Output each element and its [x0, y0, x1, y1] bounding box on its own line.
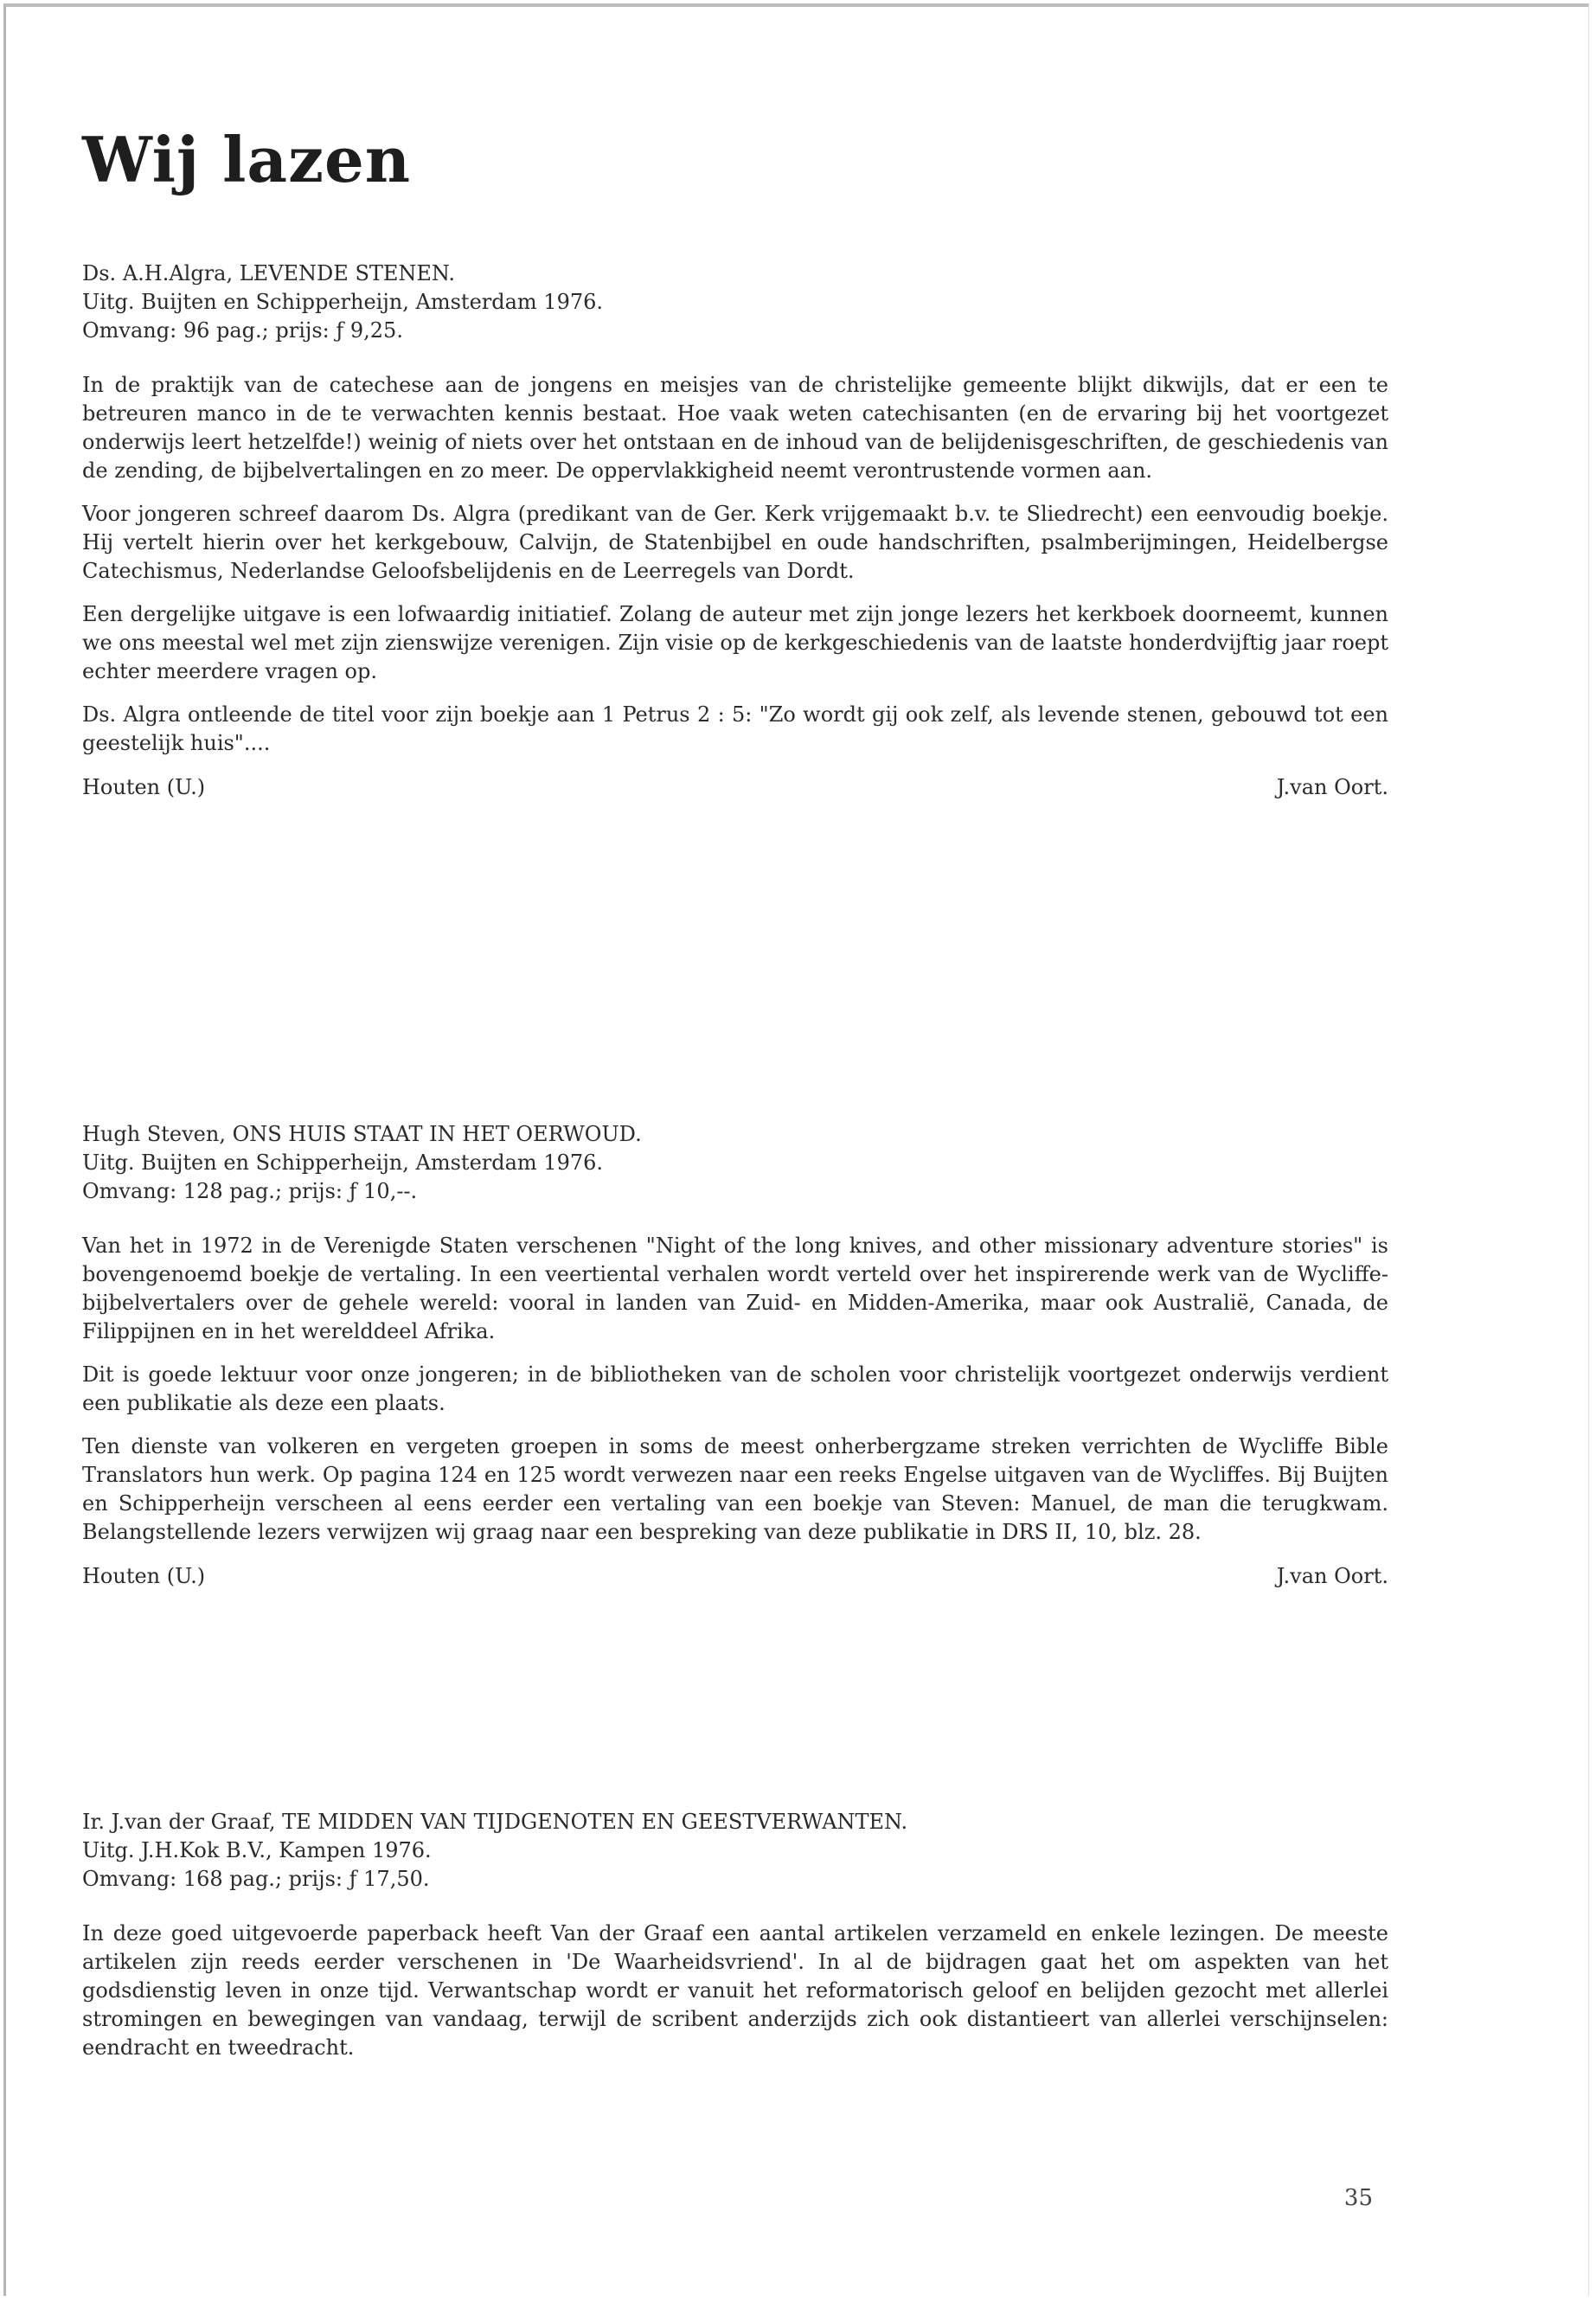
- book-author-title: Ir. J.van der Graaf, TE MIDDEN VAN TIJDGENOTEN EN GEESTVERWANTEN.: [82, 1810, 908, 1834]
- book-author-title: Hugh Steven, ONS HUIS STAAT IN HET OERWOUD.: [82, 1122, 642, 1146]
- reviewer-name: J.van Oort.: [1276, 1564, 1388, 1588]
- review-paragraph: Een dergelijke uitgave is een lofwaardig initiatief. Zolang de auteur met zijn jonge lezers het kerkboek doorneemt, kunnen we ons meestal wel met zijn zienswijze verenigen. Zijn visie op de kerkgeschiedenis van de laatste honderdvijftig jaar roept echter meerdere vragen op.: [82, 602, 1388, 683]
- book-size-price: Omvang: 128 pag.; prijs: ƒ 10,--.: [82, 1179, 418, 1203]
- reviewer-place: Houten (U.): [82, 1564, 206, 1588]
- review-te-midden-van-tijdgenoten: [82, 1808, 1388, 2077]
- reviewer-name: J.van Oort.: [1276, 775, 1388, 799]
- book-meta: [82, 260, 1388, 345]
- book-meta: [82, 1120, 1388, 1206]
- book-publisher: Uitg. Buijten en Schipperheijn, Amsterdam 1976.: [82, 290, 604, 314]
- review-paragraph: Voor jongeren schreef daarom Ds. Algra (predikant van de Ger. Kerk vrijgemaakt b.v. te Sliedrecht) een eenvoudig boekje. Hij vertelt hierin over het kerkgebouw, Calvijn, de Statenbijbel en oude handschriften, psalmberijmingen, Heidelbergse Catechismus, Nederlandse Geloofsbelijdenis en de Leerregels van Dordt.: [82, 502, 1388, 583]
- review-levende-stenen: [82, 260, 1388, 802]
- review-paragraph: Dit is goede lektuur voor onze jongeren; in de bibliotheken van de scholen voor christelijk voortgezet onderwijs verdient een publikatie als deze een plaats.: [82, 1362, 1388, 1415]
- review-paragraph: Ten dienste van volkeren en vergeten groepen in soms de meest onherbergzame streken verrichten de Wycliffe Bible Translators hun werk. Op pagina 124 en 125 wordt verwezen naar een reeks Engelse uitgaven van de Wycliffes. Bij Buijten en Schipperheijn verscheen al eens eerder een vertaling van een boekje van Steven: Manuel, de man die terugkwam. Belangstellende lezers verwijzen wij graag naar een bespreking van deze publikatie in DRS II, 10, blz. 28.: [82, 1434, 1388, 1544]
- review-signature: [82, 773, 1388, 802]
- page-number: 35: [1343, 2185, 1373, 2211]
- review-paragraph: Van het in 1972 in de Verenigde Staten verschenen "Night of the long knives, and other missionary adventure stories" is bovengenoemd boekje de vertaling. In een veertiental verhalen wordt verteld over het inspirerende werk van de Wycliffe-bijbelvertalers over de gehele wereld: vooral in landen van Zuid- en Midden-Amerika, maar ook Australië, Canada, de Filippijnen en in het werelddeel Afrika.: [82, 1234, 1388, 1343]
- review-paragraph: In de praktijk van de catechese aan de jongens en meisjes van de christelijke gemeente blijkt dikwijls, dat er een te betreuren manco in de te verwachten kennis bestaat. Hoe vaak weten catechisanten (en de ervaring bij het voortgezet onderwijs leert hetzelfde!) weinig of niets over het ontstaan en de inhoud van de belijdenisgeschriften, de geschiedenis van de zending, de bijbelvertalingen en zo meer. De oppervlakkigheid neemt verontrustende vormen aan.: [82, 373, 1388, 483]
- reviewer-place: Houten (U.): [82, 775, 206, 799]
- book-size-price: Omvang: 168 pag.; prijs: ƒ 17,50.: [82, 1867, 430, 1891]
- review-ons-huis-staat-in-het-oerwoud: [82, 1120, 1388, 1591]
- book-publisher: Uitg. Buijten en Schipperheijn, Amsterdam 1976.: [82, 1150, 604, 1175]
- review-paragraph: In deze goed uitgevoerde paperback heeft Van der Graaf een aantal artikelen verzameld en enkele lezingen. De meeste artikelen zijn reeds eerder verschenen in 'De Waarheidsvriend'. In al de bijdragen gaat het om aspekten van het godsdienstig leven in onze tijd. Verwantschap wordt er vanuit het reformatorisch geloof en belijden gezocht met allerlei stromingen en bewegingen van vandaag, terwijl de scribent anderzijds zich ook distantieert van allerlei verschijnselen: eendracht en tweedracht.: [82, 1921, 1388, 2060]
- book-size-price: Omvang: 96 pag.; prijs: ƒ 9,25.: [82, 318, 403, 343]
- review-paragraph: Ds. Algra ontleende de titel voor zijn boekje aan 1 Petrus 2 : 5: "Zo wordt gij ook zelf, als levende stenen, gebouwd tot een geestelijk huis"....: [82, 702, 1388, 755]
- book-meta: [82, 1808, 1388, 1894]
- page-title: Wij lazen: [82, 123, 412, 196]
- book-author-title: Ds. A.H.Algra, LEVENDE STENEN.: [82, 261, 456, 285]
- review-signature: [82, 1562, 1388, 1591]
- book-publisher: Uitg. J.H.Kok B.V., Kampen 1976.: [82, 1838, 432, 1862]
